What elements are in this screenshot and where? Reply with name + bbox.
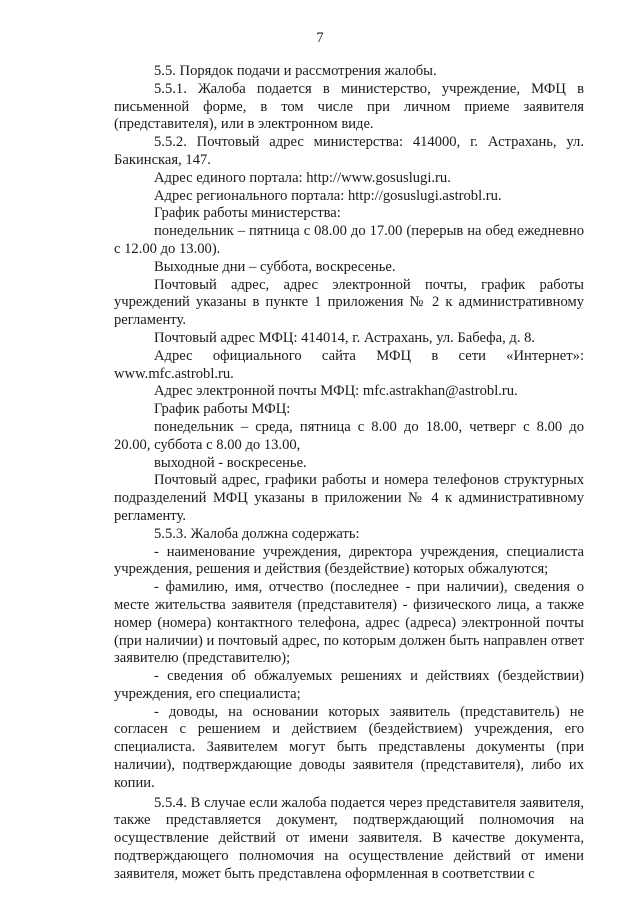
paragraph-ministry-schedule-heading: График работы министерства: xyxy=(154,205,341,222)
paragraph-ministry-schedule: понедельник – пятница с 08.00 до 17.00 (перерыв на обед ежедневно с 12.00 до 13.00). xyxy=(114,223,584,257)
paragraph-5-5-3: 5.5.3. Жалоба должна содержать: xyxy=(154,525,360,542)
list-item-applicant-details: - фамилию, имя, отчество (последнее - при наличии), сведения о месте жительства заявителя (представителя) - физического лица, а также номер (номера) контактного телефона, адрес (адреса) электронной почты (при наличии) и почтовый адрес, по которым должен быть направлен ответ заявителю (представителю); xyxy=(114,579,584,667)
paragraph-5-5-4: 5.5.4. В случае если жалоба подается через представителя заявителя, также представляется документ, подтверждающий полномочия на осуществление действий от имени заявителя. В качестве документа, подтверждающего полномочия на осуществление действий от имени заявителя, может быть представлена оформленная в соответствии с xyxy=(114,794,584,882)
paragraph-mfc-email: Адрес электронной почты МФЦ: mfc.astrakhan@astrobl.ru. xyxy=(154,383,518,400)
paragraph-mfc-site: Адрес официального сайта МФЦ в сети «Интернет»: www.mfc.astrobl.ru. xyxy=(114,347,584,382)
paragraph-mfc-schedule-heading: График работы МФЦ: xyxy=(154,401,291,418)
list-item-appealed-decisions: - сведения об обжалуемых решениях и действиях (бездействии) учреждения, его специалиста; xyxy=(114,668,584,702)
paragraph-mfc-schedule: понедельник – среда, пятница с 8.00 до 18.00, четверг с 8.00 до 20.00, суббота с 8.00 до 13.00, xyxy=(114,418,584,453)
paragraph-5-5-1: 5.5.1. Жалоба подается в министерство, учреждение, МФЦ в письменной форме, в том числе при личном приеме заявителя (представителя), или в электронном виде. xyxy=(114,80,584,133)
paragraph-days-off: Выходные дни – суббота, воскресенье. xyxy=(154,258,396,275)
paragraph-unified-portal: Адрес единого портала: http://www.gosuslugi.ru. xyxy=(154,169,451,186)
paragraph-regional-portal: Адрес регионального портала: http://gosuslugi.astrobl.ru. xyxy=(154,187,502,204)
paragraph-5-5-2: 5.5.2. Почтовый адрес министерства: 414000, г. Астрахань, ул. Бакинская, 147. xyxy=(114,134,584,168)
paragraph-mfc-address: Почтовый адрес МФЦ: 414014, г. Астрахань, ул. Бабефа, д. 8. xyxy=(154,329,536,346)
paragraph-mfc-branches: Почтовый адрес, графики работы и номера телефонов структурных подразделений МФЦ указаны в приложении № 4 к административному регламенту. xyxy=(114,472,584,524)
paragraph-mfc-day-off: выходной - воскресенье. xyxy=(154,454,307,471)
list-item-arguments: - доводы, на основании которых заявитель (представитель) не согласен с решением и действием (бездействием) учреждения, его специалиста. Заявителем могут быть представлены документы (при наличии), подтверждающие доводы заявителя (представителя), либо их копии. xyxy=(114,703,584,791)
paragraph-section-title: 5.5. Порядок подачи и рассмотрения жалобы. xyxy=(154,63,437,79)
paragraph-institutions-contacts: Почтовый адрес, адрес электронной почты, график работы учреждений указаны в пункте 1 приложения № 2 к административному регламенту. xyxy=(114,276,584,329)
document-body xyxy=(114,63,584,884)
list-item-institution-name: - наименование учреждения, директора учреждения, специалиста учреждения, решения и действия (бездействие) которых обжалуются; xyxy=(114,543,584,578)
page-number: 7 xyxy=(316,30,324,46)
